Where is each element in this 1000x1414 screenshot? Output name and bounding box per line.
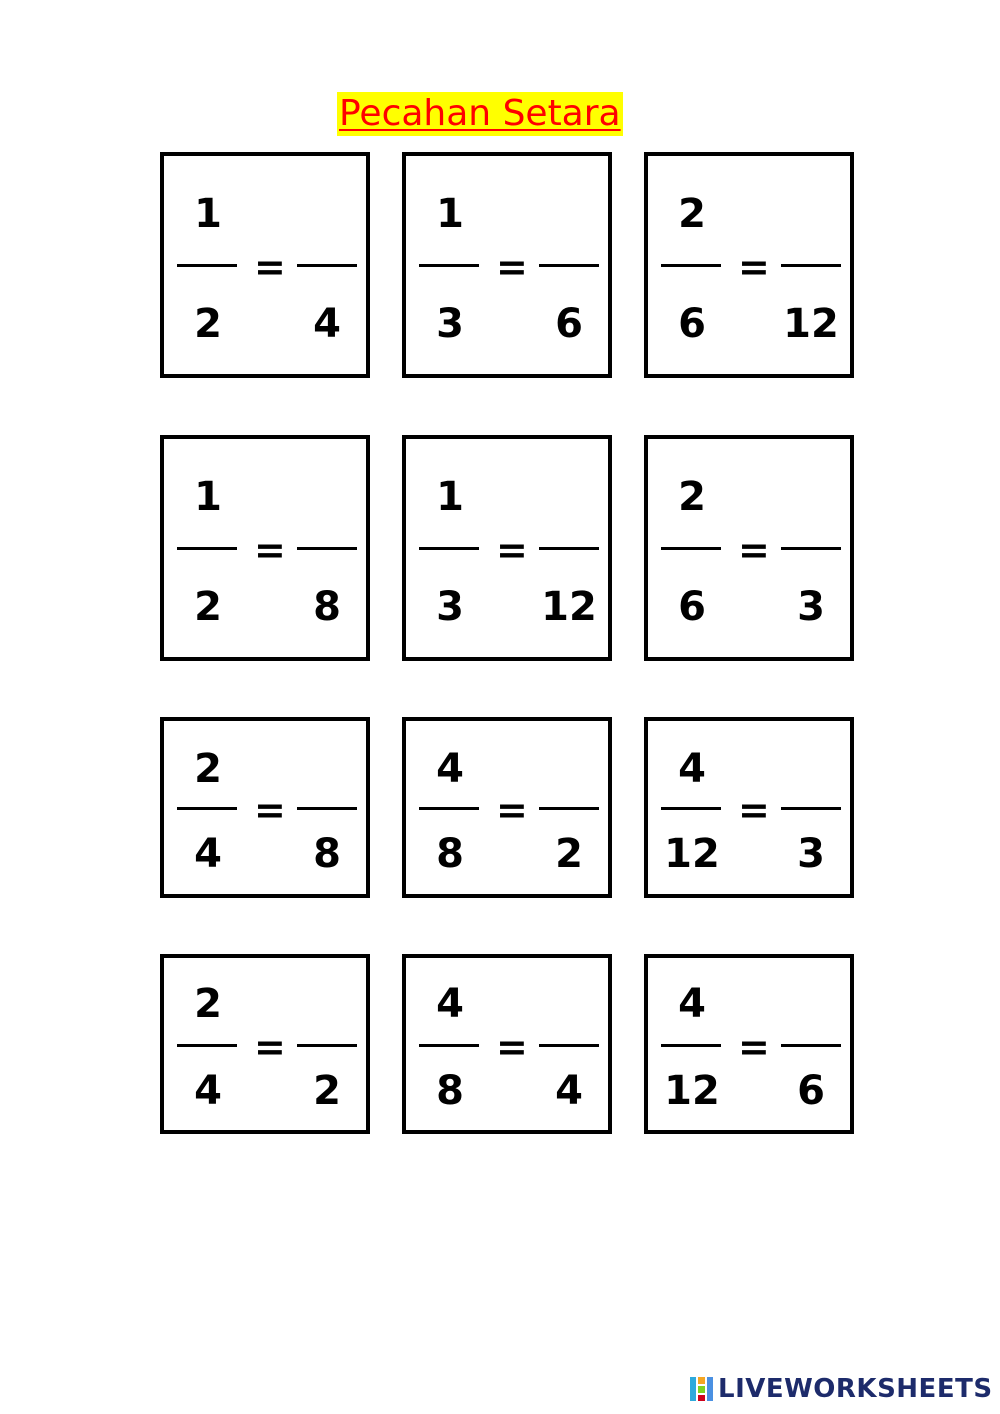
- left-numerator: 4: [678, 746, 706, 792]
- answer-numerator-input[interactable]: [781, 745, 843, 793]
- answer-numerator-input[interactable]: [781, 473, 843, 521]
- left-denominator: 12: [664, 831, 720, 877]
- right-denominator: 12: [541, 584, 597, 630]
- fraction-card: [160, 954, 370, 1134]
- left-denominator: 3: [436, 584, 464, 630]
- answer-numerator-input[interactable]: [297, 745, 359, 793]
- left-numerator: 2: [678, 191, 706, 237]
- right-fraction-bar: [539, 807, 599, 810]
- right-fraction-bar: [539, 264, 599, 267]
- fraction-card: [402, 435, 612, 661]
- right-fraction-bar: [781, 264, 841, 267]
- left-fraction-bar: [419, 264, 479, 267]
- left-numerator: 1: [194, 191, 222, 237]
- answer-numerator-input[interactable]: [297, 473, 359, 521]
- equals-sign: =: [738, 788, 770, 832]
- liveworksheets-brand: [690, 1372, 993, 1406]
- left-denominator: 12: [664, 1068, 720, 1114]
- right-fraction-bar: [297, 1044, 357, 1047]
- left-fraction-bar: [177, 1044, 237, 1047]
- equals-sign: =: [738, 1025, 770, 1069]
- right-denominator: 2: [555, 831, 583, 877]
- right-denominator: 8: [313, 831, 341, 877]
- fraction-card: [160, 717, 370, 898]
- fraction-card: [160, 435, 370, 661]
- answer-numerator-input[interactable]: [297, 980, 359, 1028]
- right-denominator: 6: [555, 301, 583, 347]
- brand-text: LIVEWORKSHEETS: [718, 1374, 993, 1404]
- equals-sign: =: [254, 245, 286, 289]
- right-fraction-bar: [297, 547, 357, 550]
- left-numerator: 1: [194, 474, 222, 520]
- equals-sign: =: [738, 245, 770, 289]
- right-fraction-bar: [781, 1044, 841, 1047]
- right-fraction-bar: [781, 807, 841, 810]
- left-fraction-bar: [661, 547, 721, 550]
- left-fraction-bar: [661, 1044, 721, 1047]
- left-numerator: 2: [194, 981, 222, 1027]
- answer-numerator-input[interactable]: [539, 980, 601, 1028]
- right-fraction-bar: [781, 547, 841, 550]
- equals-sign: =: [254, 788, 286, 832]
- equals-sign: =: [254, 528, 286, 572]
- fraction-card: [644, 954, 854, 1134]
- equals-sign: =: [738, 528, 770, 572]
- right-denominator: 8: [313, 584, 341, 630]
- equals-sign: =: [496, 528, 528, 572]
- equals-sign: =: [496, 788, 528, 832]
- liveworksheets-logo-icon: [690, 1375, 714, 1403]
- left-denominator: 2: [194, 301, 222, 347]
- left-numerator: 4: [436, 746, 464, 792]
- left-fraction-bar: [661, 807, 721, 810]
- left-fraction-bar: [419, 547, 479, 550]
- right-denominator: 2: [313, 1068, 341, 1114]
- left-denominator: 3: [436, 301, 464, 347]
- right-denominator: 4: [313, 301, 341, 347]
- answer-numerator-input[interactable]: [539, 190, 601, 238]
- fraction-card: [160, 152, 370, 378]
- left-numerator: 1: [436, 474, 464, 520]
- left-denominator: 6: [678, 584, 706, 630]
- answer-numerator-input[interactable]: [781, 190, 843, 238]
- left-numerator: 4: [678, 981, 706, 1027]
- equals-sign: =: [496, 1025, 528, 1069]
- left-denominator: 8: [436, 1068, 464, 1114]
- right-fraction-bar: [539, 547, 599, 550]
- answer-numerator-input[interactable]: [781, 980, 843, 1028]
- left-denominator: 8: [436, 831, 464, 877]
- equals-sign: =: [254, 1025, 286, 1069]
- fraction-card: [644, 717, 854, 898]
- right-fraction-bar: [297, 264, 357, 267]
- left-numerator: 1: [436, 191, 464, 237]
- left-denominator: 4: [194, 831, 222, 877]
- left-denominator: 4: [194, 1068, 222, 1114]
- right-fraction-bar: [297, 807, 357, 810]
- fraction-card: [644, 435, 854, 661]
- left-numerator: 2: [678, 474, 706, 520]
- left-fraction-bar: [177, 547, 237, 550]
- right-denominator: 6: [797, 1068, 825, 1114]
- left-denominator: 6: [678, 301, 706, 347]
- left-denominator: 2: [194, 584, 222, 630]
- fraction-card: [402, 954, 612, 1134]
- equals-sign: =: [496, 245, 528, 289]
- fraction-card: [402, 717, 612, 898]
- left-numerator: 2: [194, 746, 222, 792]
- left-fraction-bar: [177, 264, 237, 267]
- right-denominator: 3: [797, 584, 825, 630]
- answer-numerator-input[interactable]: [297, 190, 359, 238]
- right-denominator: 4: [555, 1068, 583, 1114]
- right-denominator: 3: [797, 831, 825, 877]
- right-denominator: 12: [783, 301, 839, 347]
- answer-numerator-input[interactable]: [539, 473, 601, 521]
- fraction-card: [644, 152, 854, 378]
- fraction-card: [402, 152, 612, 378]
- worksheet-title: Pecahan Setara: [339, 93, 621, 134]
- left-fraction-bar: [419, 807, 479, 810]
- left-fraction-bar: [177, 807, 237, 810]
- left-fraction-bar: [661, 264, 721, 267]
- left-numerator: 4: [436, 981, 464, 1027]
- right-fraction-bar: [539, 1044, 599, 1047]
- answer-numerator-input[interactable]: [539, 745, 601, 793]
- left-fraction-bar: [419, 1044, 479, 1047]
